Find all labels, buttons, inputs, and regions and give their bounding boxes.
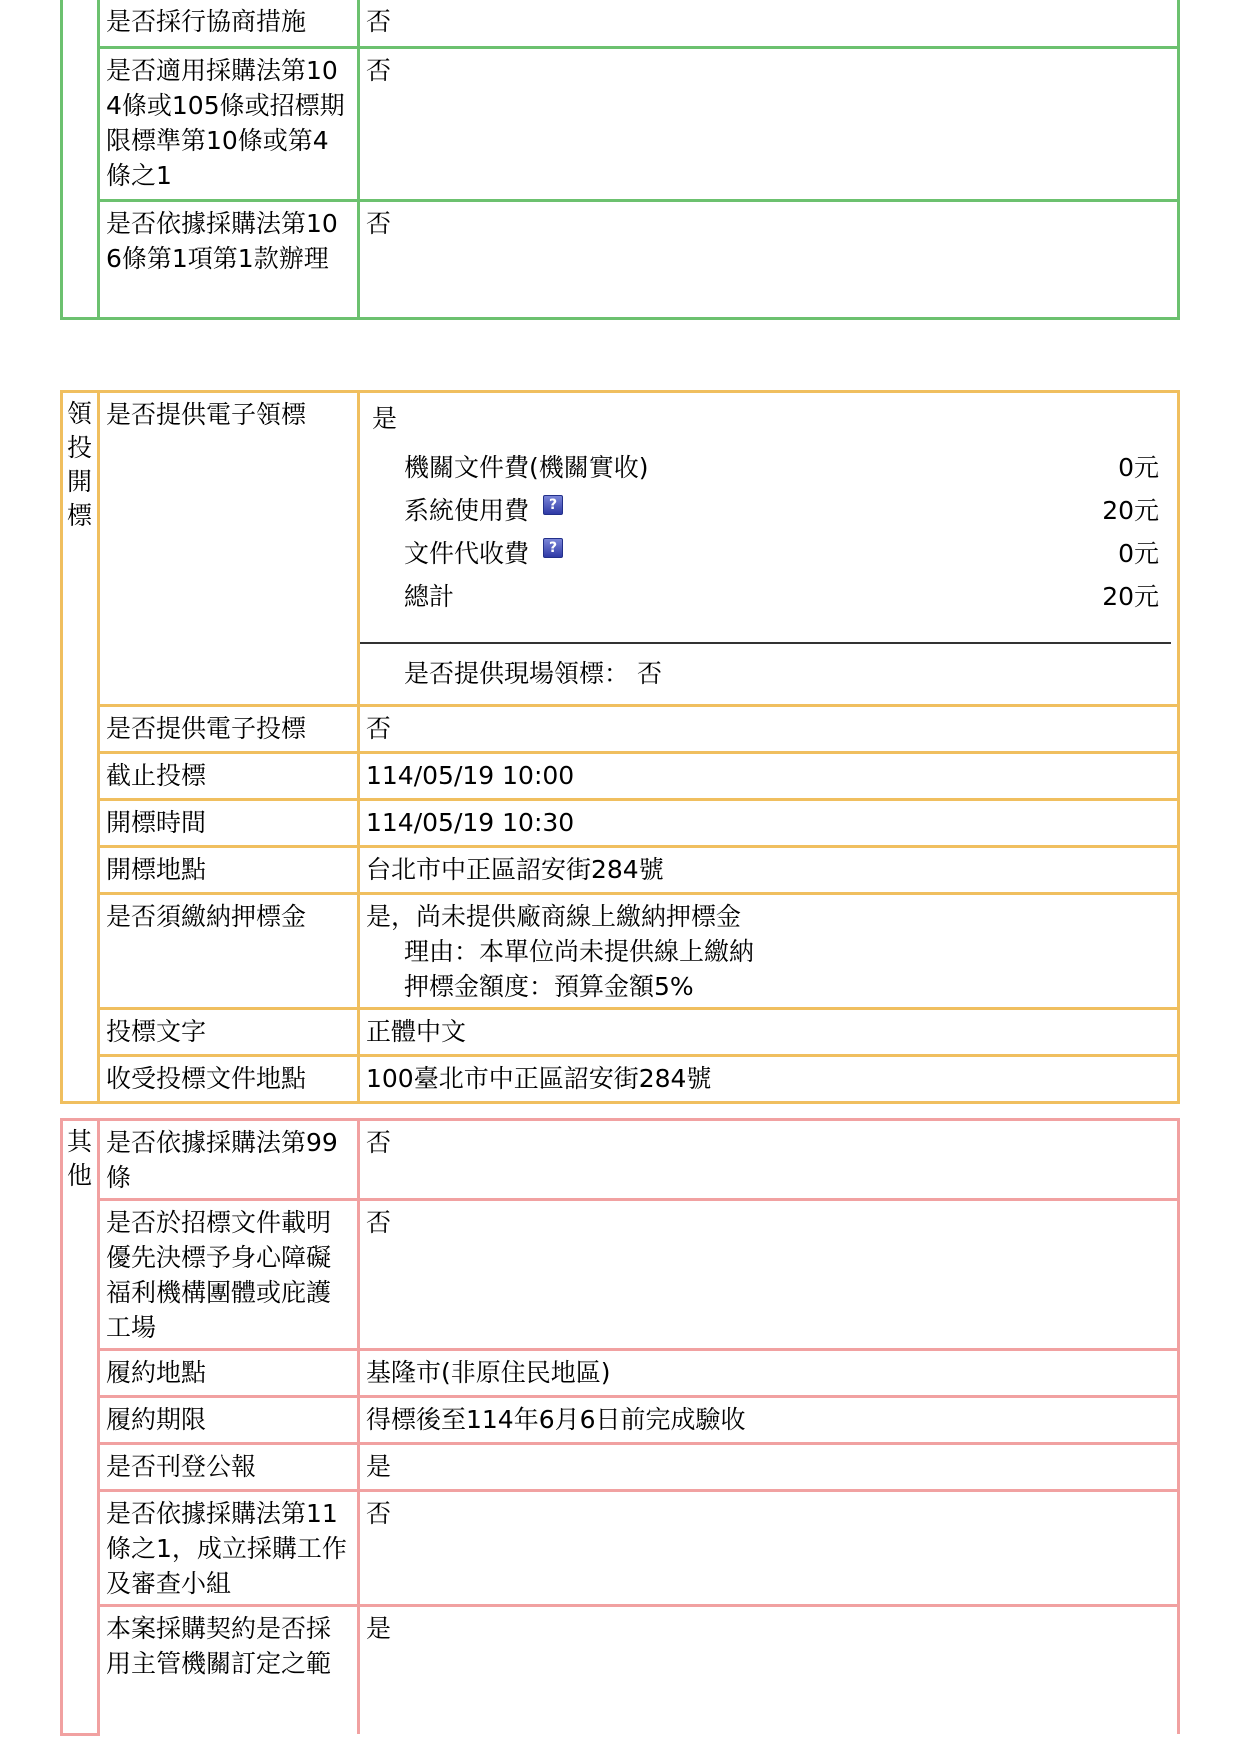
table-row (62, 706, 1179, 753)
fee-amount: 20元 (1102, 582, 1159, 611)
row-label: 是否提供電子領標 (99, 392, 359, 706)
row-value: 114/05/19 10:00 (359, 753, 1179, 800)
row-value: 否 (359, 201, 1179, 319)
row-label: 收受投標文件地點 (99, 1056, 359, 1103)
tender-opening-table (60, 390, 1180, 1104)
row-label: 本案採購契約是否採用主管機關訂定之範 (99, 1606, 359, 1735)
table-row (62, 800, 1179, 847)
fee-divider (360, 642, 1171, 644)
row-label: 是否適用採購法第104條或105條或招標期限標準第10條或第4條之1 (99, 48, 359, 201)
fee-name: 機關文件費(機關實收) (404, 453, 649, 482)
help-icon[interactable]: ? (543, 495, 563, 515)
row-value: 否 (359, 0, 1179, 48)
table-row (62, 1397, 1179, 1444)
section-category (62, 0, 99, 319)
table-row (62, 1056, 1179, 1103)
deposit-reason: 理由：本單位尚未提供線上繳納 (404, 937, 755, 966)
table-row (62, 0, 1179, 48)
row-label: 履約地點 (99, 1350, 359, 1397)
row-value: 是 (359, 1444, 1179, 1491)
row-value: 基隆市(非原住民地區) (359, 1350, 1179, 1397)
fee-amount: 0元 (1118, 453, 1159, 482)
table-row (62, 847, 1179, 894)
row-value: 否 (359, 1491, 1179, 1606)
table-row (62, 1350, 1179, 1397)
row-label: 開標地點 (99, 847, 359, 894)
onsite-label: 是否提供現場領標： (404, 659, 630, 688)
fee-row (404, 575, 1165, 618)
row-label: 是否提供電子投標 (99, 706, 359, 753)
row-label: 是否須繳納押標金 (99, 894, 359, 1009)
deposit-value: 是，尚未提供廠商線上繳納押標金 (366, 902, 742, 931)
fee-name: 總計 (404, 582, 455, 611)
table-row (62, 1491, 1179, 1606)
electronic-tender-value: 是 (372, 404, 398, 433)
row-label: 是否於招標文件載明優先決標予身心障礙福利機構團體或庇護工場 (99, 1200, 359, 1350)
row-label: 是否刊登公報 (99, 1444, 359, 1491)
onsite-tender (404, 656, 1171, 691)
row-value: 台北市中正區詔安街284號 (359, 847, 1179, 894)
row-value: 得標後至114年6月6日前完成驗收 (359, 1397, 1179, 1444)
row-value: 否 (359, 1200, 1179, 1350)
row-value (359, 894, 1179, 1009)
deposit-amount: 押標金額度：預算金額5% (404, 972, 694, 1001)
row-value: 否 (359, 706, 1179, 753)
table-row (62, 894, 1179, 1009)
table-row (62, 48, 1179, 201)
row-value: 114/05/19 10:30 (359, 800, 1179, 847)
table-row (62, 753, 1179, 800)
help-icon[interactable]: ? (543, 538, 563, 558)
table-row (62, 392, 1179, 706)
onsite-value: 否 (636, 659, 662, 688)
other-table (60, 1118, 1180, 1736)
eligibility-section (60, 0, 1180, 372)
row-value: 否 (359, 1120, 1179, 1200)
table-row (62, 1009, 1179, 1056)
fee-amount: 0元 (1118, 539, 1159, 568)
row-value: 正體中文 (359, 1009, 1179, 1056)
fee-row (404, 532, 1165, 575)
fee-amount: 20元 (1102, 496, 1159, 525)
fee-name: 文件代收費 (404, 539, 530, 568)
row-label: 是否採行協商措施 (99, 0, 359, 48)
fee-row (404, 489, 1165, 532)
row-label: 開標時間 (99, 800, 359, 847)
fee-list (404, 446, 1165, 618)
table-row (62, 1606, 1179, 1735)
row-label: 投標文字 (99, 1009, 359, 1056)
table-row (62, 1444, 1179, 1491)
section-category: 其他 (62, 1120, 99, 1735)
section-category: 領投開標 (62, 392, 99, 1103)
row-value: 是 (359, 1606, 1179, 1735)
row-value: 否 (359, 48, 1179, 201)
fee-name: 系統使用費 (404, 496, 530, 525)
row-value: 100臺北市中正區詔安街284號 (359, 1056, 1179, 1103)
row-label: 履約期限 (99, 1397, 359, 1444)
table-row (62, 1120, 1179, 1200)
row-label: 是否依據採購法第99條 (99, 1120, 359, 1200)
row-label: 是否依據採購法第106條第1項第1款辦理 (99, 201, 359, 319)
eligibility-table (60, 0, 1180, 320)
table-row (62, 1200, 1179, 1350)
fee-row (404, 446, 1165, 489)
row-label: 是否依據採購法第11條之1，成立採購工作及審查小組 (99, 1491, 359, 1606)
row-label: 截止投標 (99, 753, 359, 800)
row-value (359, 392, 1179, 706)
tender-opening-section (60, 390, 1180, 1104)
other-section (60, 1118, 1180, 1754)
table-row (62, 201, 1179, 319)
